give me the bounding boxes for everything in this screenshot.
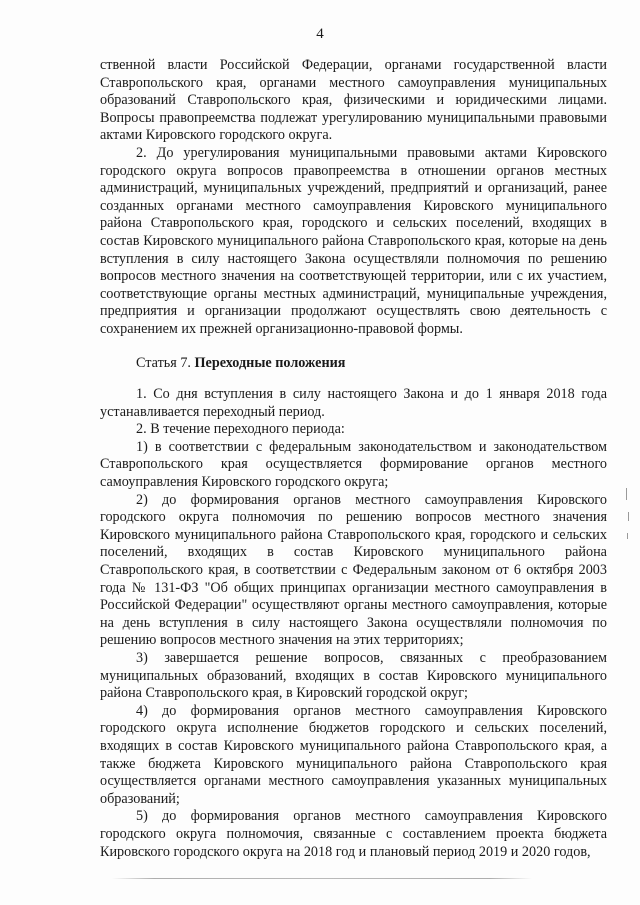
- scan-artifact-mark: [628, 512, 629, 521]
- paragraph-continuation: ственной власти Российской Федерации, органами государственной власти Ставропольского края, органами местного самоуправления муниципальных образований Ставропольского края, физическими и юридическими лицами. Вопросы правопреемства подлежат урегулированию муниципальными правовыми актами Кировского городского округа.: [100, 57, 607, 144]
- article-number: Статья 7.: [136, 354, 191, 371]
- clause-2: 2. В течение переходного периода:: [136, 421, 345, 438]
- article-heading: [100, 355, 607, 373]
- clause-1: 1. Со дня вступления в силу настоящего Закона и до 1 января 2018 года устанавливается переходный период.: [100, 386, 607, 420]
- subclause-4: 4) до формирования органов местного самоуправления Кировского городского округа исполнение бюджетов городского и сельских поселений, входящих в состав Кировского муниципального района Ставропольского края, а также бюджета Кировского муниципального района Ставропольского края осуществляется органами местного самоуправления указанных муниципальных образований;: [100, 702, 607, 807]
- subclause-1: 1) в соответствии с федеральным законодательством и законодательством Ставропольского края осуществляется формирование органов местного самоуправления Кировского городского округа;: [100, 438, 607, 491]
- scan-artifact-mark: [626, 488, 627, 500]
- subclause-3: 3) завершается решение вопросов, связанных с преобразованием муниципальных образований, входящих в состав Кировского муниципального района Ставропольского края, в Кировский городской округ;: [100, 650, 607, 702]
- article-title: Переходные положения: [194, 354, 346, 371]
- scan-artifact-mark: [627, 533, 628, 539]
- page-number: 4: [316, 26, 324, 42]
- document-body: [100, 57, 607, 861]
- subclause-2: 2) до формирования органов местного самоуправления Кировского городского округа полномочия по решению вопросов местного значения Кировского муниципального района Ставропольского края, городского и сельских поселений, входящих в состав Кировского муниципального района Ставропольского края, в соответствии с Федеральным законом от 6 октября 2003 года № 131-ФЗ "Об общих принципах организации местного самоуправления в Российской Федерации" осуществляют органы местного самоуправления, которые на день вступления в силу настоящего Закона осуществляли полномочия по решению вопросов местного значения на этих территориях;: [100, 491, 607, 649]
- subclause-5: 5) до формирования органов местного самоуправления Кировского городского округа полномочия, связанные с составлением проекта бюджета Кировского городского округа на 2018 год и плановый период 2019 и 2020 годов,: [100, 808, 607, 860]
- paragraph-succession: 2. До урегулирования муниципальными правовыми актами Кировского городского округа вопросов правопреемства в отношении органов местных администраций, муниципальных учреждений, предприятий и организаций, ранее созданных органами местного самоуправления Кировского муниципального района Ставропольского края, городского и сельских поселений, входящих в состав Кировского муниципального района Ставропольского края, которые на день вступления в силу настоящего Закона осуществляли полномочия по решению вопросов местного значения на соответствующей территории, или с их участием, соответствующие органы местных администраций, муниципальные учреждения, предприятия и организации продолжают осуществлять свою деятельность с сохранением их прежней организационно-правовой формы.: [100, 144, 607, 337]
- scan-edge-line: [112, 878, 532, 879]
